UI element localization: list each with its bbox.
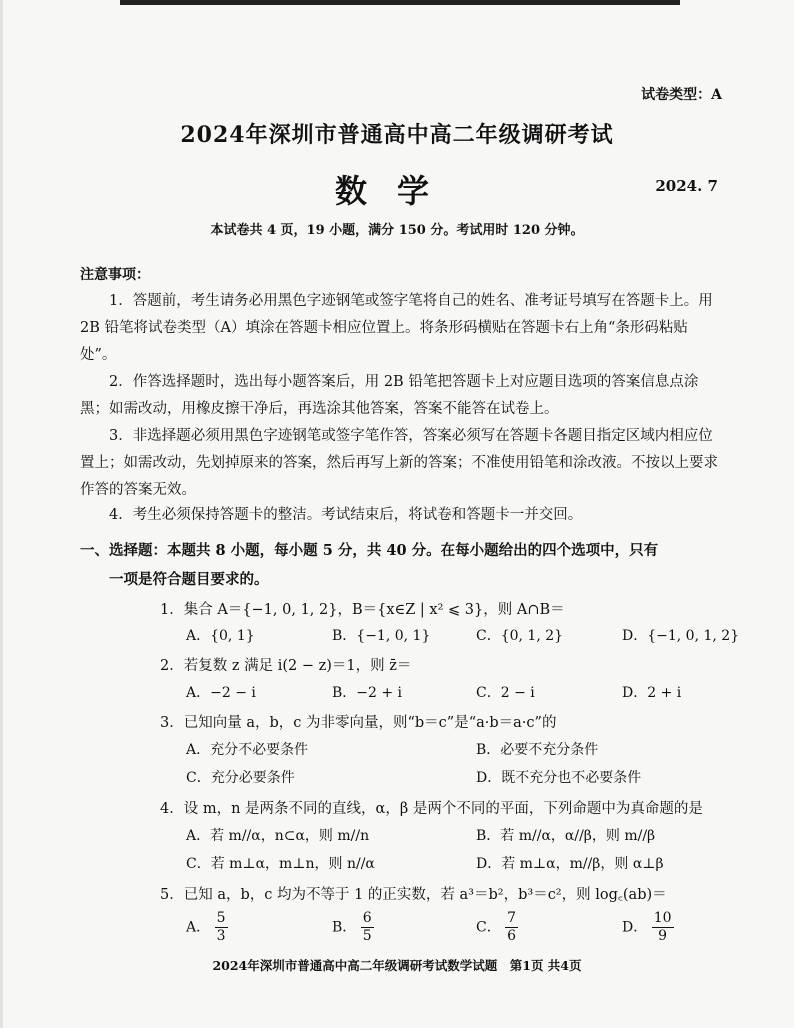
question-5-option-b [332,910,374,945]
notice-item-3: 3．非选择题必须用黑色字迹钢笔或签字笔作答，答案必须写在答题卡各题目指定区域内相应位置上；如需改动，先划掉原来的答案，然后再写上新的答案；不准使用铅笔和涂改液。不按以上要求作答的答案无效。 [80,428,718,498]
exam-title: 2024年深圳市普通高中高二年级调研考试 [180,122,614,148]
question-2-option-d: D．2 + i [622,685,682,701]
scan-top-edge [120,0,680,5]
question-5-option-c [476,910,518,945]
notice-heading: 注意事项： [80,267,150,283]
question-4-option-a: A．若 m//α，n⊂α，则 m//n [186,828,370,844]
question-5-option-a [186,910,228,945]
fraction [215,910,228,945]
question-1-option-c: C．{0, 1, 2} [476,628,564,644]
question-1-option-d: D．{−1, 0, 1, 2} [622,628,740,644]
notice-item-2: 2．作答选择题时，选出每小题答案后，用 2B 铅笔把答题卡上对应题目选项的答案信息点涂黑；如需改动，用橡皮擦干净后，再选涂其他答案，答案不能答在试卷上。 [80,374,699,417]
question-4-option-d: D．若 m⊥α，m//β，则 α⊥β [476,856,664,872]
scan-left-edge [0,0,3,1028]
question-2-option-a: A．−2 − i [186,685,256,701]
question-3-stem: 3．已知向量 a，b，c 为非零向量，则“b＝c”是“a·b＝a·c”的 [160,715,557,731]
question-2-stem: 2．若复数 z 满足 i(2 − z)＝1，则 z̄＝ [160,658,412,674]
paper-type: 试卷类型：A [641,87,722,103]
denominator: 3 [216,928,226,944]
notice-item-1: 1．答题前，考生请务必用黑色字迹钢笔或签字笔将自己的姓名、准考证号填写在答题卡上。用2B 铅笔将试卷类型（A）填涂在答题卡相应位置上。将条形码横贴在答题卡右上角“条形码粘贴处”。 [80,293,713,363]
option-label: D． [622,919,648,936]
section-heading-line1: 一、选择题：本题共 8 小题，每小题 5 分，共 40 分。在每小题给出的四个选项中，只有 [80,542,659,559]
question-3-option-c: C．充分必要条件 [186,770,295,786]
question-3-option-b: B．必要不充分条件 [476,742,599,758]
denominator: 9 [658,928,668,944]
fraction [361,910,374,945]
question-5-option-d [622,910,674,945]
question-2-option-c: C．2 − i [476,685,535,701]
question-1-option-b: B．{−1, 0, 1} [332,628,431,644]
fraction [505,910,518,945]
page-footer: 2024年深圳市普通高中高二年级调研考试数学试题 第1页 共4页 [212,958,582,973]
question-1-stem: 1．集合 A＝{−1, 0, 1, 2}，B＝{x∈Z | x² ⩽ 3}，则 A∩B＝ [160,602,565,618]
denominator: 5 [362,928,372,944]
subject-title: 数学 [334,172,459,210]
denominator: 6 [507,928,517,944]
numerator: 6 [362,910,372,926]
numerator: 5 [216,910,226,926]
question-4-stem: 4．设 m，n 是两条不同的直线，α，β 是两个不同的平面，下列命题中为真命题的是 [160,801,703,817]
section-heading-line2: 一项是符合题目要求的。 [109,571,269,588]
question-4-option-b: B．若 m//α，α//β，则 m//β [476,828,656,844]
question-3-option-d: D．既不充分也不必要条件 [476,770,642,786]
exam-date: 2024. 7 [655,177,718,195]
question-4-option-c: C．若 m⊥α，m⊥n，则 n//α [186,856,375,872]
exam-summary: 本试卷共 4 页，19 小题，满分 150 分。考试用时 120 分钟。 [210,223,584,238]
option-label: C． [476,919,501,936]
numerator: 7 [507,910,517,926]
option-label: B． [332,919,357,936]
question-1-option-a: A．{0, 1} [186,628,255,644]
section-heading [80,536,728,594]
numerator: 10 [653,910,672,926]
question-5-stem: 5．已知 a，b，c 均为不等于 1 的正实数，若 a³＝b²，b³＝c²，则 log꜀(ab)＝ [160,887,667,903]
notice-item-4: 4．考生必须保持答题卡的整洁。考试结束后，将试卷和答题卡一并交回。 [109,507,583,523]
question-2-option-b: B．−2 + i [332,685,403,701]
fraction [652,910,674,945]
question-3-option-a: A．充分不必要条件 [186,742,309,758]
option-label: A． [186,919,211,936]
